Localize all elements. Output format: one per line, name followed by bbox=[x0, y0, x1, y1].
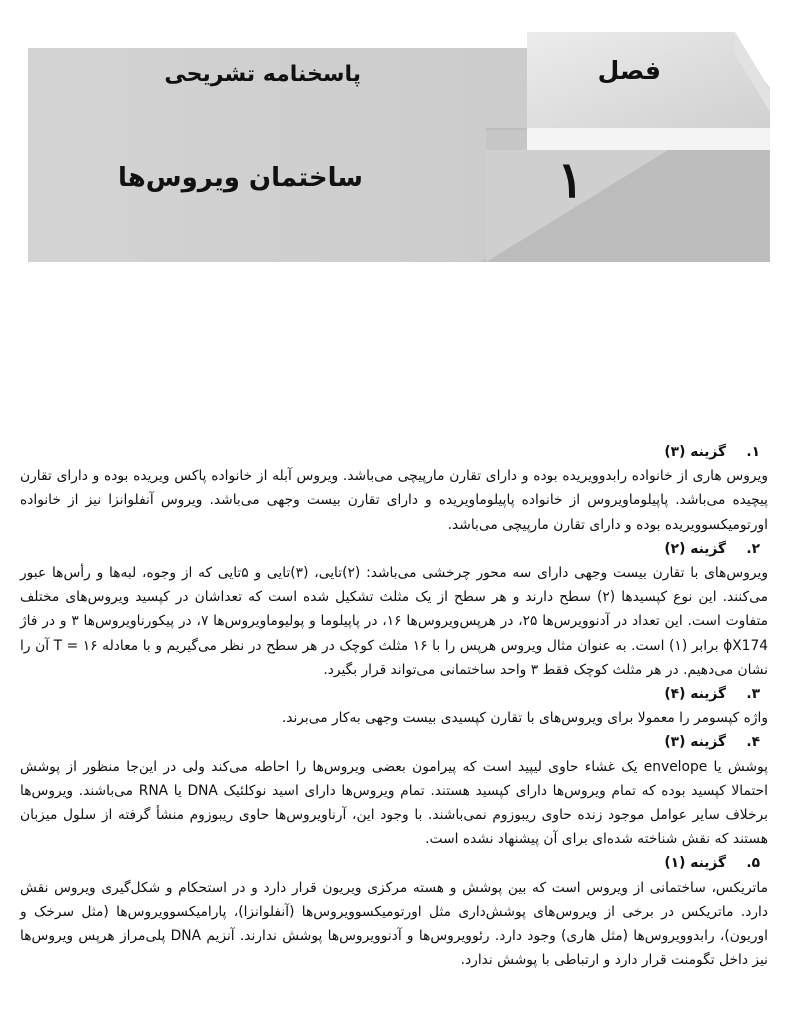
answer-option: گزینه (۲) bbox=[664, 540, 726, 557]
answer-explanation: پوشش یا envelope یک غشاء حاوی لیپید است که پیرامون بعضی ویروس‌ها را احاطه می‌کند ولی در این‌جا منظور از پوشش احتمالا کپسید بوده که تمام ویروس‌ها دارای کپسید هستند. تمام ویروس‌ها دارای اسید نوکلئیک DNA یا RNA می‌باشند. ویروس‌ها برخلاف سایر عوامل موجود زنده حاوی ریبوزوم نمی‌باشند. با وجود این، آرناویروس‌ها حاوی ریبوزوم منشأ گرفته از سلول میزبان هستند که نقش شناخته شده‌ای برای آن پیشنهاد نشده است. bbox=[20, 758, 768, 848]
section-title: پاسخنامه تشریحی bbox=[164, 62, 361, 87]
answer-explanation: ویروس هاری از خانواده رابدوویریده بوده و دارای تقارن مارپیچی می‌باشد. ویروس آبله از خانواده پاکس ویریده بوده و دارای تقارن پیچیده می‌باشد. پاپیلوماویروس از خانواده پاپیلوماویریده و دارای تقارن بیست وجهی می‌باشد. ویروس آنفلوانزا نیز از خانواده اورتومیکسوویریده بوده و دارای تقارن مارپیچی می‌باشد. bbox=[20, 468, 768, 533]
question-number: ۲. bbox=[746, 540, 760, 557]
chapter-number: ۱ bbox=[557, 150, 584, 209]
answer-option: گزینه (۳) bbox=[664, 734, 726, 751]
chapter-title: ساختمان ویروس‌ها bbox=[117, 163, 363, 193]
answer-explanation: ویروس‌های با تقارن بیست وجهی دارای سه محور چرخشی می‌باشد: (۲)تایی، (۳)تایی و ۵تایی که از وجوه، لبه‌ها و رأس‌ها عبور می‌کنند. این نوع کپسیدها (۲) سطح دارند و هر سطح از یک مثلث تشکیل شده است که تعداشان در کپسید ویروس‌های مختلف متفاوت است. این تعداد در آدنوویرس‌ها ۲۵، در هرپس‌ویروس‌ها ۱۶، در پاپیلوما و پولیوماویروس‌ها ۷، در پیکورناویروس‌ها ۳ و در فاژ ϕX174 برابر (۱) است. به عنوان مثال ویروس هرپس را با ۱۶ مثلث کوچک در هر سطح در نظر می‌گیریم و با معادله ۱۶ = T آن را نشان می‌دهیم. در هر مثلث کوچک فقط ۳ واحد ساختمانی می‌تواند قرار بگیرد. bbox=[20, 565, 769, 678]
chapter-banner bbox=[0, 0, 788, 300]
chapter-label: فصل bbox=[597, 56, 661, 85]
question-item bbox=[20, 537, 768, 682]
question-number: ۴. bbox=[746, 734, 760, 751]
answer-option: گزینه (۴) bbox=[664, 686, 726, 703]
question-item bbox=[20, 851, 768, 972]
answer-explanation: ماتریکس، ساختمانی از ویروس است که بین پوشش و هسته مرکزی ویریون قرار دارد و در استحکام و شکل‌گیری ویروس نقش دارد. ماتریکس در برخی از ویروس‌های پوشش‌داری مثل اورتومیکسوویروس‌ها (آنفلوانزا)، پارامیکسوویروس‌ها (مثل سرخک و اوریون)، رابدوویروس‌ها (مثل هاری) وجود دارد. رئوویروس‌ها و آدنوویروس‌ها پوشش ندارند. آنزیم DNA پلی‌مراز هرپس ویروس‌ها نیز داخل تگومنت قرار دارد و ارتباطی با پوشش ندارد. bbox=[20, 879, 769, 969]
question-item bbox=[20, 730, 768, 851]
answer-option: گزینه (۱) bbox=[664, 855, 726, 872]
question-number: ۵. bbox=[746, 855, 760, 872]
question-number: ۳. bbox=[746, 686, 760, 703]
question-item bbox=[20, 440, 768, 537]
question-number: ۱. bbox=[746, 444, 760, 460]
question-item bbox=[20, 682, 768, 730]
answer-key bbox=[20, 440, 768, 972]
answer-explanation: واژه کپسومر را معمولا برای ویروس‌های با تقارن کپسیدی بیست وجهی به‌کار می‌برند. bbox=[281, 710, 768, 727]
answer-option: گزینه (۳) bbox=[664, 444, 726, 460]
banner-graphic bbox=[0, 0, 788, 300]
